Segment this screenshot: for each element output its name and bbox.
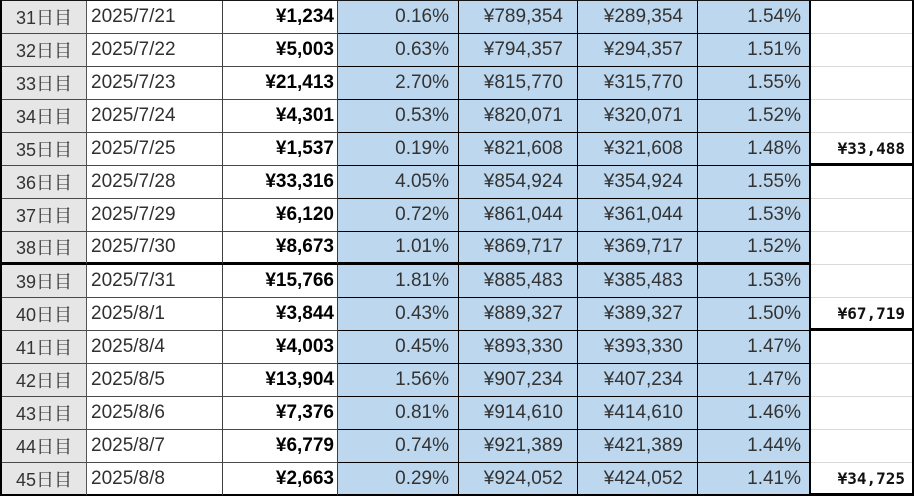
cell-weekly-total[interactable] [811, 265, 912, 298]
cell-weekly-total[interactable] [811, 34, 912, 67]
cell-balance[interactable]: ¥854,924 [459, 166, 578, 199]
cell-daily-rate[interactable]: 4.05% [338, 166, 459, 199]
cell-date[interactable]: 2025/7/24 [87, 100, 223, 133]
cell-daily-profit[interactable]: ¥3,844 [223, 298, 338, 331]
cell-daily-rate[interactable]: 1.81% [338, 265, 459, 298]
cell-daily-rate[interactable]: 0.29% [338, 463, 459, 496]
cell-average-rate[interactable]: 1.47% [698, 331, 811, 364]
cell-balance[interactable]: ¥820,071 [459, 100, 578, 133]
table-row [2, 331, 912, 364]
cell-average-rate[interactable]: 1.41% [698, 463, 811, 496]
table-row [2, 397, 912, 430]
cell-weekly-total[interactable]: ¥67,719 [811, 298, 912, 331]
cell-balance[interactable]: ¥821,608 [459, 133, 578, 166]
cell-cumulative-profit[interactable]: ¥361,044 [578, 199, 698, 232]
cell-daily-profit[interactable]: ¥4,003 [223, 331, 338, 364]
cell-day-number[interactable]: 42日目 [2, 364, 87, 397]
cell-weekly-total[interactable] [811, 199, 912, 232]
cell-day-number[interactable]: 45日目 [2, 463, 87, 496]
cell-daily-rate[interactable]: 2.70% [338, 67, 459, 100]
cell-daily-rate[interactable]: 0.16% [338, 1, 459, 34]
table-row [2, 133, 912, 166]
cell-date[interactable]: 2025/7/21 [87, 1, 223, 34]
cell-day-number[interactable]: 34日目 [2, 100, 87, 133]
cell-daily-profit[interactable]: ¥7,376 [223, 397, 338, 430]
cell-average-rate[interactable]: 1.46% [698, 397, 811, 430]
cell-daily-profit[interactable]: ¥6,120 [223, 199, 338, 232]
table-row [2, 166, 912, 199]
cell-cumulative-profit[interactable]: ¥289,354 [578, 1, 698, 34]
cell-day-number[interactable]: 32日目 [2, 34, 87, 67]
cell-cumulative-profit[interactable]: ¥407,234 [578, 364, 698, 397]
cell-weekly-total[interactable] [811, 364, 912, 397]
cell-average-rate[interactable]: 1.48% [698, 133, 811, 166]
cell-average-rate[interactable]: 1.54% [698, 1, 811, 34]
table-row [2, 199, 912, 232]
cell-daily-profit[interactable]: ¥1,234 [223, 1, 338, 34]
cell-date[interactable]: 2025/7/22 [87, 34, 223, 67]
cell-date[interactable]: 2025/7/29 [87, 199, 223, 232]
cell-weekly-total[interactable] [811, 166, 912, 199]
cell-day-number[interactable]: 31日目 [2, 1, 87, 34]
cell-average-rate[interactable]: 1.55% [698, 67, 811, 100]
cell-cumulative-profit[interactable]: ¥321,608 [578, 133, 698, 166]
cell-date[interactable]: 2025/7/30 [87, 232, 223, 265]
cell-daily-rate[interactable]: 0.45% [338, 331, 459, 364]
cell-average-rate[interactable]: 1.53% [698, 199, 811, 232]
cell-date[interactable]: 2025/7/28 [87, 166, 223, 199]
cell-cumulative-profit[interactable]: ¥421,389 [578, 430, 698, 463]
cell-cumulative-profit[interactable]: ¥424,052 [578, 463, 698, 496]
cell-daily-rate[interactable]: 0.81% [338, 397, 459, 430]
cell-cumulative-profit[interactable]: ¥354,924 [578, 166, 698, 199]
cell-cumulative-profit[interactable]: ¥393,330 [578, 331, 698, 364]
table-row [2, 34, 912, 67]
cell-balance[interactable]: ¥869,717 [459, 232, 578, 265]
cell-average-rate[interactable]: 1.52% [698, 100, 811, 133]
cell-date[interactable]: 2025/8/8 [87, 463, 223, 496]
cell-balance[interactable]: ¥815,770 [459, 67, 578, 100]
cell-daily-profit[interactable]: ¥2,663 [223, 463, 338, 496]
cell-balance[interactable]: ¥861,044 [459, 199, 578, 232]
cell-weekly-total[interactable] [811, 430, 912, 463]
cell-date[interactable]: 2025/8/7 [87, 430, 223, 463]
cell-average-rate[interactable]: 1.52% [698, 232, 811, 265]
cell-cumulative-profit[interactable]: ¥385,483 [578, 265, 698, 298]
cell-cumulative-profit[interactable]: ¥294,357 [578, 34, 698, 67]
cell-weekly-total[interactable] [811, 331, 912, 364]
cell-daily-rate[interactable]: 0.53% [338, 100, 459, 133]
cell-cumulative-profit[interactable]: ¥414,610 [578, 397, 698, 430]
cell-balance[interactable]: ¥885,483 [459, 265, 578, 298]
table-row [2, 463, 912, 496]
cell-average-rate[interactable]: 1.53% [698, 265, 811, 298]
table-row [2, 364, 912, 397]
cell-day-number[interactable]: 38日目 [2, 232, 87, 265]
cell-daily-profit[interactable]: ¥13,904 [223, 364, 338, 397]
cell-date[interactable]: 2025/7/25 [87, 133, 223, 166]
table-row [2, 100, 912, 133]
cell-balance[interactable]: ¥789,354 [459, 1, 578, 34]
cell-balance[interactable]: ¥921,389 [459, 430, 578, 463]
cell-cumulative-profit[interactable]: ¥369,717 [578, 232, 698, 265]
cell-cumulative-profit[interactable]: ¥320,071 [578, 100, 698, 133]
cell-balance[interactable]: ¥907,234 [459, 364, 578, 397]
cell-daily-profit[interactable]: ¥5,003 [223, 34, 338, 67]
cell-balance[interactable]: ¥794,357 [459, 34, 578, 67]
cell-day-number[interactable]: 43日目 [2, 397, 87, 430]
cell-daily-rate[interactable]: 1.56% [338, 364, 459, 397]
cell-weekly-total[interactable] [811, 100, 912, 133]
cell-weekly-total[interactable]: ¥33,488 [811, 133, 912, 166]
cell-weekly-total[interactable] [811, 397, 912, 430]
cell-day-number[interactable]: 39日目 [2, 265, 87, 298]
cell-cumulative-profit[interactable]: ¥389,327 [578, 298, 698, 331]
cell-date[interactable]: 2025/8/4 [87, 331, 223, 364]
cell-daily-profit[interactable]: ¥4,301 [223, 100, 338, 133]
cell-weekly-total[interactable] [811, 1, 912, 34]
cell-daily-rate[interactable]: 0.72% [338, 199, 459, 232]
table-row [2, 298, 912, 331]
table-row [2, 265, 912, 298]
cell-date[interactable]: 2025/8/5 [87, 364, 223, 397]
cell-average-rate[interactable]: 1.55% [698, 166, 811, 199]
table-row [2, 67, 912, 100]
cell-weekly-total[interactable] [811, 232, 912, 265]
cell-day-number[interactable]: 36日目 [2, 166, 87, 199]
cell-day-number[interactable]: 35日目 [2, 133, 87, 166]
cell-average-rate[interactable]: 1.44% [698, 430, 811, 463]
cell-daily-rate[interactable]: 0.19% [338, 133, 459, 166]
cell-daily-profit[interactable]: ¥21,413 [223, 67, 338, 100]
cell-day-number[interactable]: 33日目 [2, 67, 87, 100]
cell-daily-rate[interactable]: 0.63% [338, 34, 459, 67]
cell-day-number[interactable]: 41日目 [2, 331, 87, 364]
cell-average-rate[interactable]: 1.47% [698, 364, 811, 397]
cell-average-rate[interactable]: 1.51% [698, 34, 811, 67]
cell-date[interactable]: 2025/8/6 [87, 397, 223, 430]
cell-daily-profit[interactable]: ¥1,537 [223, 133, 338, 166]
cell-date[interactable]: 2025/7/23 [87, 67, 223, 100]
cell-cumulative-profit[interactable]: ¥315,770 [578, 67, 698, 100]
cell-day-number[interactable]: 37日目 [2, 199, 87, 232]
cell-day-number[interactable]: 44日目 [2, 430, 87, 463]
cell-day-number[interactable]: 40日目 [2, 298, 87, 331]
cell-daily-rate[interactable]: 0.43% [338, 298, 459, 331]
cell-date[interactable]: 2025/8/1 [87, 298, 223, 331]
cell-balance[interactable]: ¥924,052 [459, 463, 578, 496]
cell-balance[interactable]: ¥914,610 [459, 397, 578, 430]
cell-daily-profit[interactable]: ¥15,766 [223, 265, 338, 298]
cell-balance[interactable]: ¥889,327 [459, 298, 578, 331]
cell-weekly-total[interactable]: ¥34,725 [811, 463, 912, 496]
table-row [2, 430, 912, 463]
cell-balance[interactable]: ¥893,330 [459, 331, 578, 364]
cell-weekly-total[interactable] [811, 67, 912, 100]
cell-daily-profit[interactable]: ¥33,316 [223, 166, 338, 199]
cell-daily-rate[interactable]: 1.01% [338, 232, 459, 265]
cell-daily-profit[interactable]: ¥8,673 [223, 232, 338, 265]
cell-average-rate[interactable]: 1.50% [698, 298, 811, 331]
cell-date[interactable]: 2025/7/31 [87, 265, 223, 298]
cell-daily-rate[interactable]: 0.74% [338, 430, 459, 463]
table-row [2, 232, 912, 265]
table-row [2, 1, 912, 34]
cell-daily-profit[interactable]: ¥6,779 [223, 430, 338, 463]
